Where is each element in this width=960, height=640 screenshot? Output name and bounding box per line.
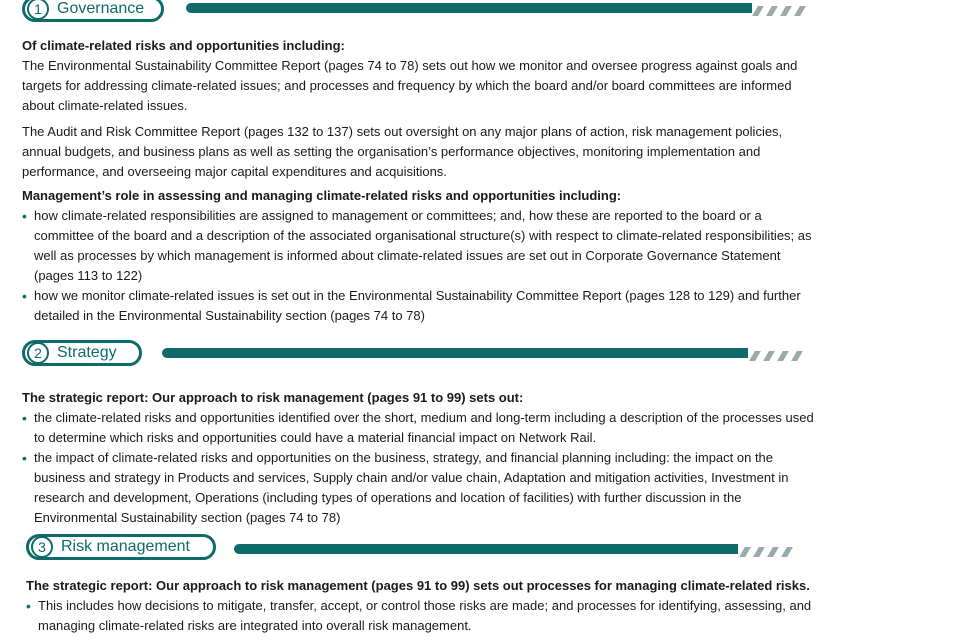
bullet-list — [22, 408, 822, 528]
section-number: 2 — [27, 342, 49, 364]
list-item: • This includes how decisions to mitigate, transfer, accept, or control those risks are made; and processes for identifying, assessing, and managing climate-related risks are integrated into overall risk management. — [26, 596, 826, 636]
section-pill — [26, 534, 216, 560]
section-heading: Management’s role in assessing and managing climate-related risks and opportunities including: — [22, 188, 622, 203]
section-title: Governance — [57, 0, 145, 17]
section-heading: The strategic report: Our approach to risk management (pages 91 to 99) sets out processes for managing climate-related risks. — [26, 578, 810, 593]
section-heading: The strategic report: Our approach to risk management (pages 91 to 99) sets out: — [22, 390, 524, 405]
section-header-governance — [22, 0, 812, 26]
section-pill — [22, 0, 164, 22]
section-title: Strategy — [57, 344, 117, 361]
bullet-list — [22, 206, 822, 326]
section-divider-bar — [162, 348, 748, 358]
section-divider-stripes — [752, 348, 808, 358]
section-pill — [22, 340, 142, 366]
section-title: Risk management — [61, 538, 190, 555]
list-item: • how climate-related responsibilities are assigned to management or committees; and, how these are reported to the board or a committee of the board and a description of the associated organisational structure(s) with respect to climate-related responsibilities; as well as processes by which management is informed about climate-related issues are set out in Corporate Governance Statement (pages 113 to 122) — [22, 206, 822, 286]
section-heading: Of climate-related risks and opportunities including: — [22, 38, 345, 53]
bullet-list — [26, 596, 826, 636]
section-divider-stripes — [755, 3, 811, 13]
list-item: • the climate-related risks and opportunities identified over the short, medium and long-term including a description of the processes used to determine which risks and opportunities could have a material financial impact on Network Rail. — [22, 408, 822, 448]
section-divider-bar — [234, 544, 738, 554]
section-number: 1 — [27, 0, 49, 20]
paragraph: The Audit and Risk Committee Report (pages 132 to 137) sets out oversight on any major plans of action, risk management policies, annual budgets, and business plans as well as setting the organisation’s performance objectives, monitoring implementation and performance, and overseeing major capital expenditures and acquisitions. — [22, 124, 783, 179]
section-content-governance — [22, 36, 822, 326]
paragraph: The Environmental Sustainability Committee Report (pages 74 to 78) sets out how we monitor and oversee progress against goals and targets for addressing climate-related issues; and processes and frequency by which the board and/or board committees are informed about climate-related issues. — [22, 58, 798, 113]
section-content-risk-management — [26, 576, 826, 636]
list-item: • how we monitor climate-related issues is set out in the Environmental Sustainability Committee Report (pages 128 to 129) and further detailed in the Environmental Sustainability section (pages 74 to 78) — [22, 286, 822, 326]
section-content-strategy — [22, 388, 822, 528]
section-number: 3 — [31, 536, 53, 558]
section-divider-stripes — [742, 544, 798, 554]
section-header-risk-management — [26, 534, 816, 564]
section-header-strategy — [22, 340, 812, 370]
section-divider-bar — [186, 3, 752, 13]
list-item: • the impact of climate-related risks and opportunities on the business, strategy, and financial planning including: the impact on the business and strategy in Products and services, Supply chain and/or value chain, Adaptation and mitigation activities, Investment in research and development, Operations (including types of operations and location of facilities) with further discussion in the Environmental Sustainability section (pages 74 to 78) — [22, 448, 822, 528]
